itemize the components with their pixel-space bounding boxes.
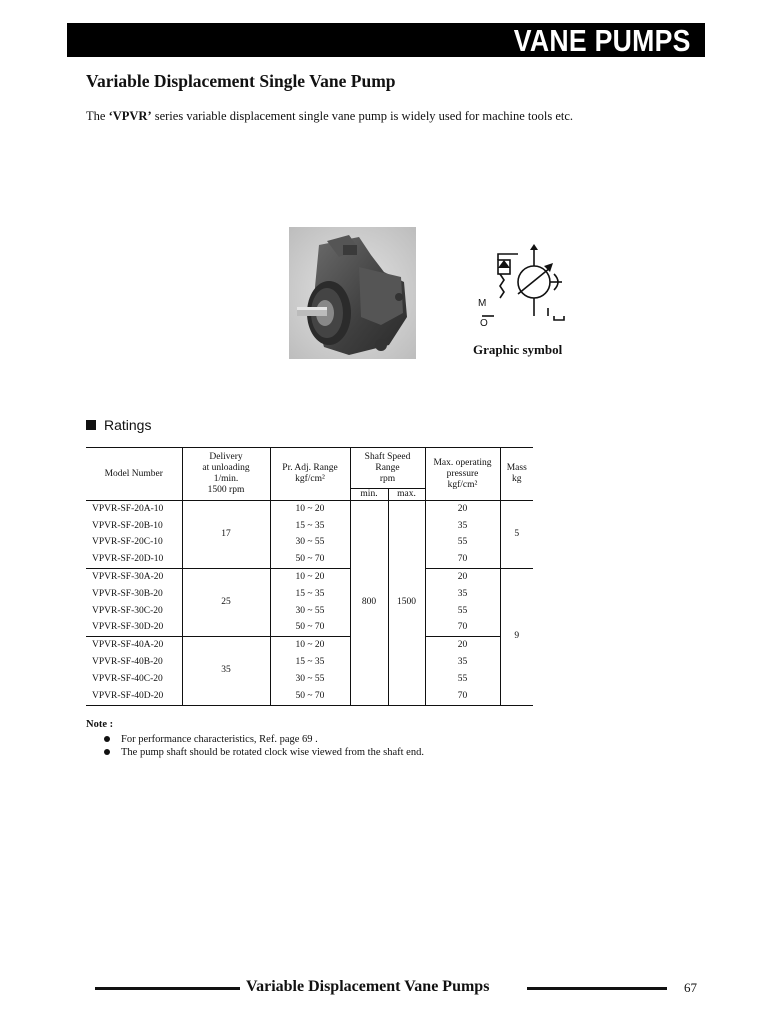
table-row: VPVR-SF-20D-10 50 ~ 70 70 [86, 551, 533, 568]
header-mass: Mass kg [500, 448, 533, 501]
intro-prefix: The [86, 109, 109, 123]
ratings-table [86, 447, 533, 706]
header-delivery: Delivery at unloading 1/min. 1500 rpm [182, 448, 270, 501]
page-number: 67 [684, 980, 697, 995]
mass-cell: 9 [500, 569, 533, 705]
table-row: VPVR-SF-40D-20 50 ~ 70 70 [86, 688, 533, 705]
bullet-icon [104, 749, 110, 755]
notes-list [104, 733, 424, 759]
mass-cell: 5 [500, 501, 533, 569]
symbol-label-m: M [478, 298, 487, 309]
footer-title: Variable Displacement Vane Pumps [246, 978, 490, 995]
ratings-heading-text: Ratings [104, 417, 152, 433]
header-max-pressure: Max. operating pressure kgf/cm² [425, 448, 500, 501]
delivery-cell: 35 [182, 637, 270, 705]
speed-max-cell: 1500 [388, 501, 425, 706]
delivery-cell: 17 [182, 501, 270, 569]
intro-suffix: series variable displacement single vane pump is widely used for machine tools etc. [151, 109, 574, 123]
header-model: Model Number [104, 468, 163, 479]
table-row: VPVR-SF-20A-10 17 10 ~ 20 800 1500 20 5 [86, 501, 533, 518]
header-max: max. [388, 489, 425, 501]
footer-rule-left [95, 987, 240, 990]
delivery-cell: 25 [182, 569, 270, 637]
table-row: VPVR-SF-20C-10 30 ~ 55 55 [86, 535, 533, 552]
footer-rule-right [527, 987, 667, 990]
header-pressure-adj: Pr. Adj. Range kgf/cm² [270, 448, 350, 501]
list-item: The pump shaft should be rotated clock wise viewed from the shaft end. [104, 746, 424, 759]
section-title: VANE PUMPS [514, 23, 691, 58]
table-row: VPVR-SF-40B-20 15 ~ 35 35 [86, 654, 533, 671]
table-row: VPVR-SF-40A-20 35 10 ~ 20 20 [86, 637, 533, 654]
table-row: VPVR-SF-40C-20 30 ~ 55 55 [86, 671, 533, 688]
intro-series: ‘VPVR’ [108, 109, 152, 123]
header-bar [67, 23, 705, 57]
header-shaft-speed: Shaft Speed Range rpm [350, 448, 425, 489]
symbol-caption: Graphic symbol [473, 342, 563, 357]
header-min: min. [350, 489, 388, 501]
list-item: For performance characteristics, Ref. page 69 . [104, 733, 424, 746]
bullet-icon [104, 736, 110, 742]
table-row: VPVR-SF-30A-20 25 10 ~ 20 20 9 [86, 569, 533, 586]
graphic-symbol [474, 244, 566, 330]
intro-paragraph [86, 109, 573, 124]
table-row: VPVR-SF-30C-20 30 ~ 55 55 [86, 603, 533, 620]
square-bullet-icon [86, 420, 96, 430]
table-row: VPVR-SF-30B-20 15 ~ 35 35 [86, 586, 533, 603]
ratings-heading [86, 417, 151, 433]
table-row: VPVR-SF-20B-10 15 ~ 35 35 [86, 518, 533, 535]
speed-min-cell: 800 [350, 501, 388, 706]
pump-photo [289, 227, 416, 359]
page-title: Variable Displacement Single Vane Pump [86, 71, 396, 91]
note-label: Note : [86, 719, 114, 730]
table-row: VPVR-SF-30D-20 50 ~ 70 70 [86, 620, 533, 637]
symbol-label-o: O [480, 318, 488, 329]
